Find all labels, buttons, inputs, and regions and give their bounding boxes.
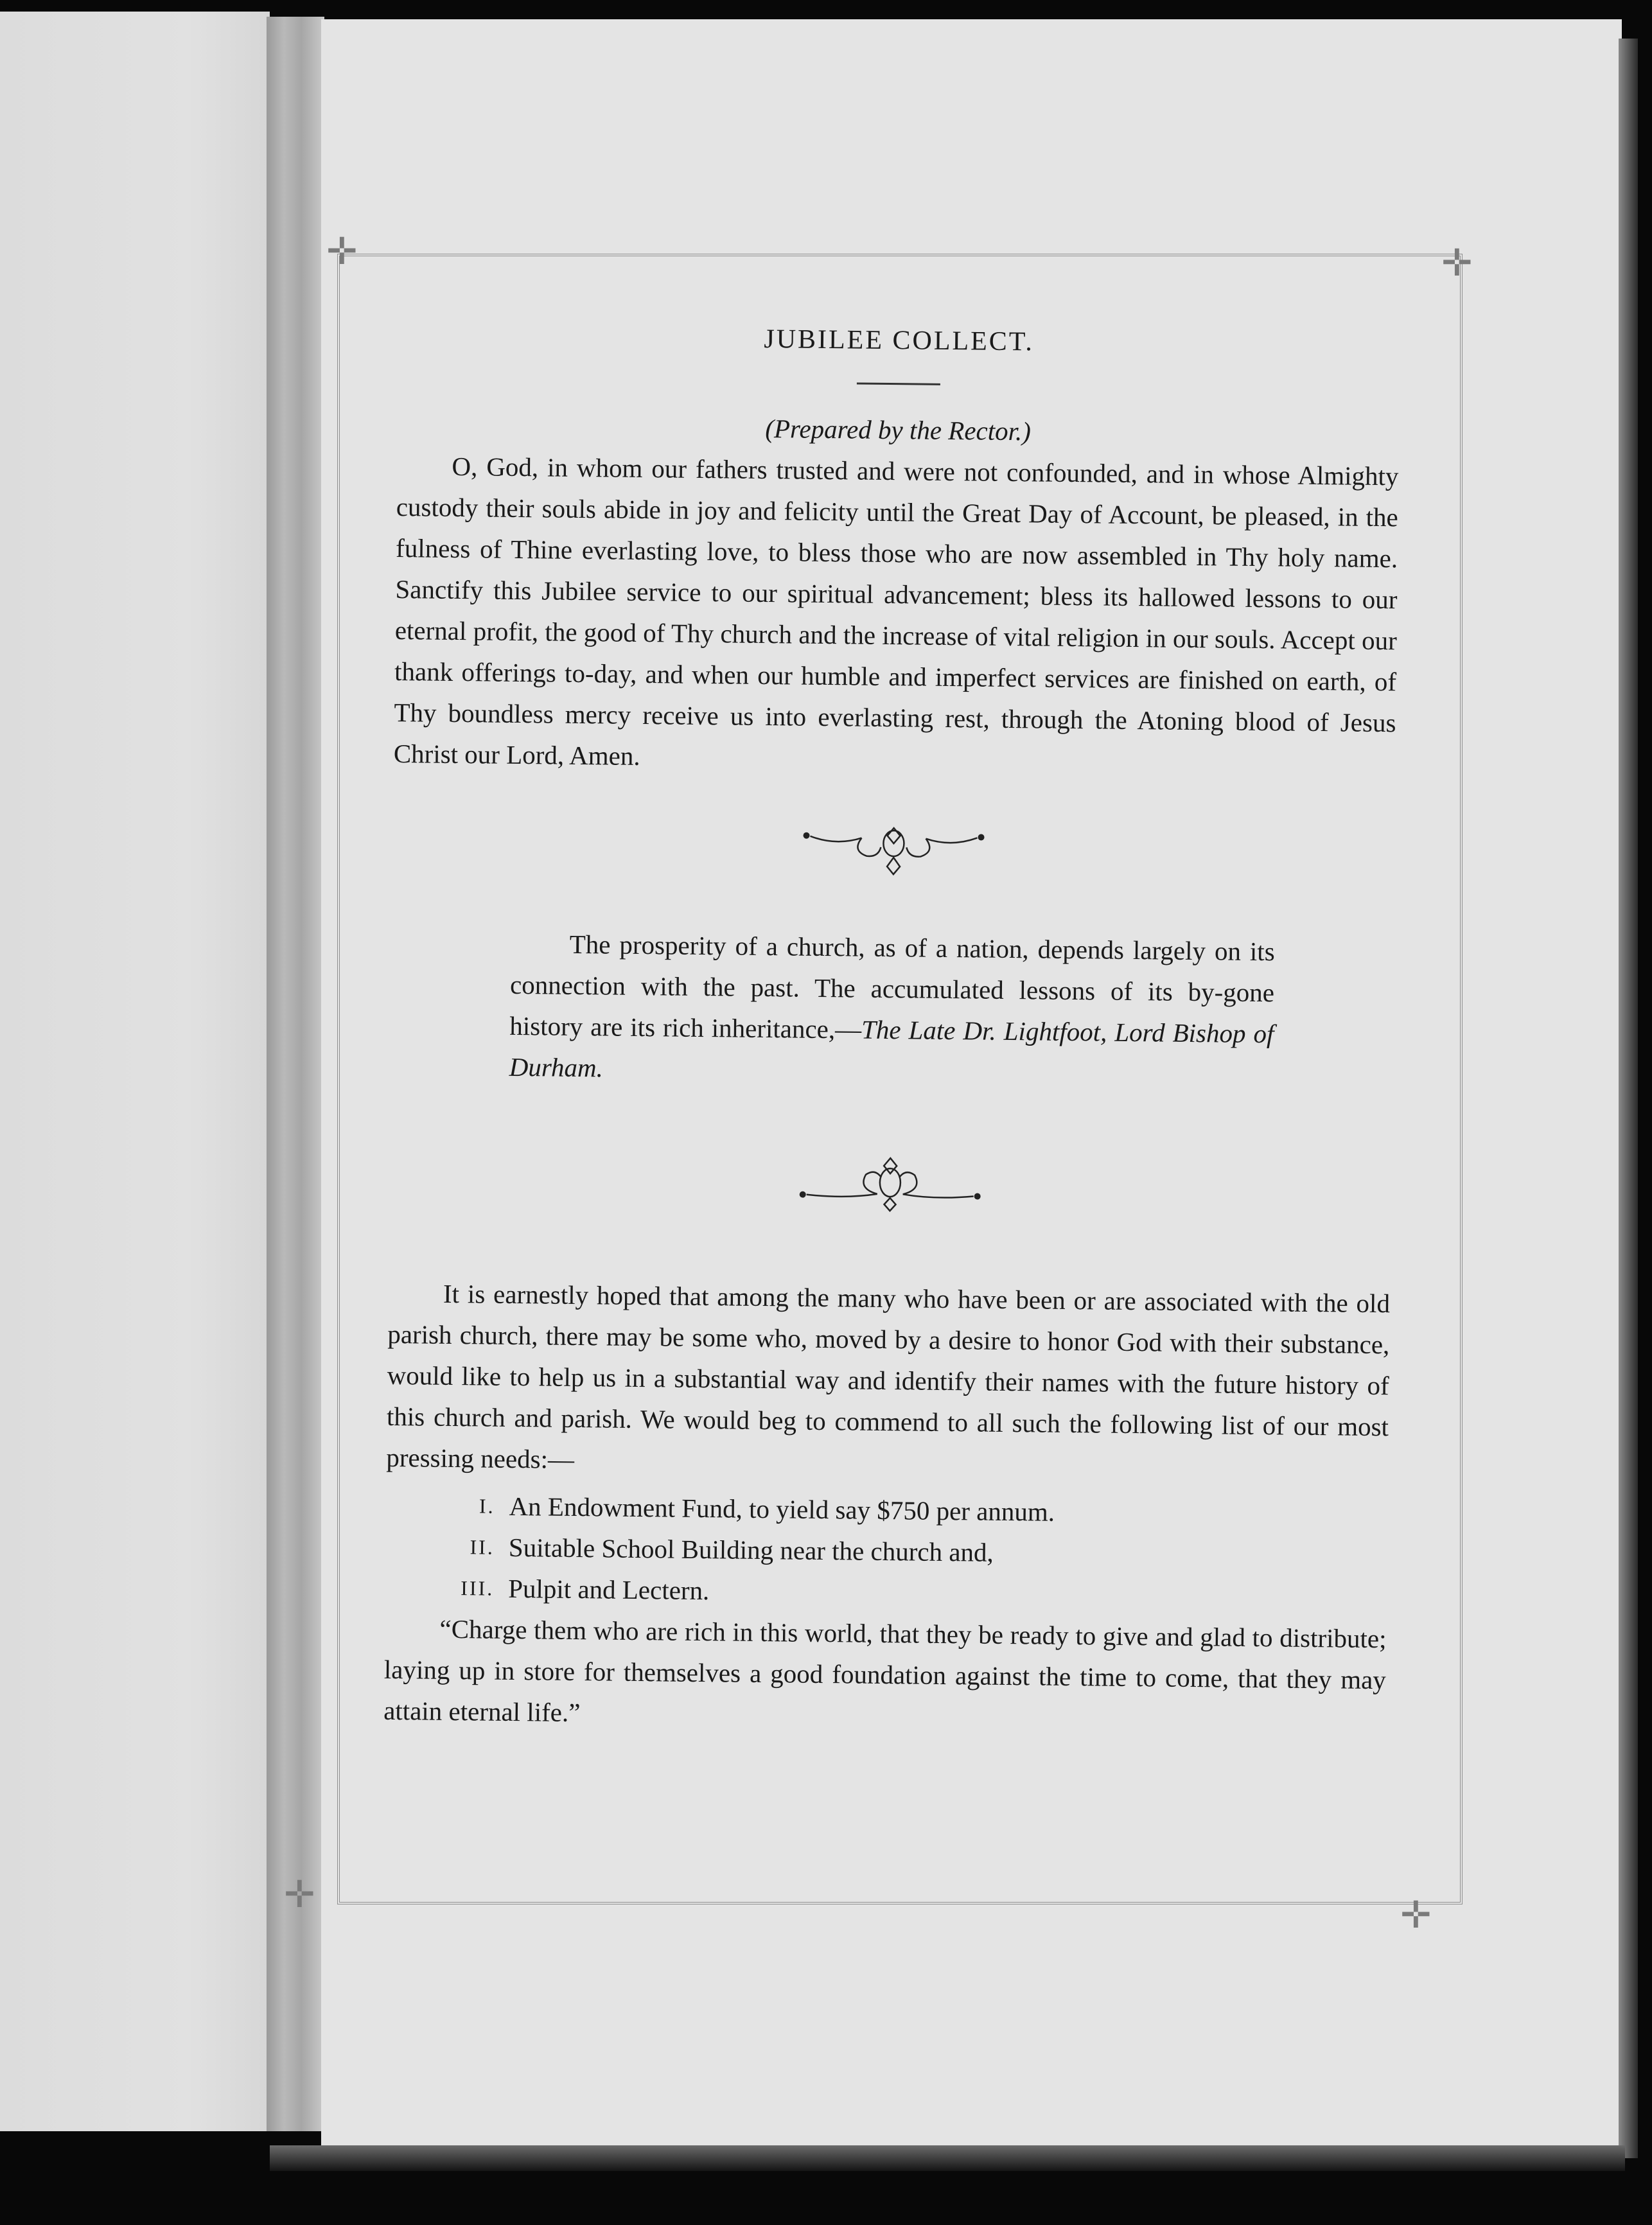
list-number: III. bbox=[461, 1576, 495, 1600]
needs-list bbox=[385, 1484, 1388, 1618]
page-bottom-shadow bbox=[270, 2145, 1625, 2171]
cross-ornament-icon: ✛ bbox=[1441, 241, 1473, 285]
cross-ornament-icon: ✛ bbox=[326, 229, 358, 273]
list-text: An Endowment Fund, to yield say $750 per annum. bbox=[509, 1491, 1055, 1527]
list-text: Suitable School Building near the church and, bbox=[508, 1532, 994, 1567]
appeal-paragraph: It is earnestly hoped that among the many who have been or are associated with the old parish church, there may be some who, moved by a desire to honor God with their substance, would like to help us in a substantial way and identify their names with the future history of this church and parish. We would beg to commend to all such the following list of our most pressing needs:— bbox=[386, 1278, 1391, 1474]
collect-paragraph: O, God, in whom our fathers trusted and were not confounded, and in whose Almighty custody their souls abide in joy and felicity until the Great Day of Account, be pleased, in the fulness of Thine everlasting love, to bless those who are now assembled in Thy holy name. Sanctify this Jubilee service to our spiritual advancement; bless its hallowed lessons to our eternal profit, the good of Thy church and the increase of vital religion in our souls. Accept our thank offerings to-day, and when our humble and imperfect services are finished on earth, of Thy boundless mercy receive us into everlasting rest, through the Atoning blood of Jesus Christ our Lord, Amen. bbox=[393, 451, 1399, 771]
cross-ornament-icon: ✛ bbox=[284, 1872, 315, 1916]
scroll-ornament-icon bbox=[797, 817, 990, 883]
list-number: I. bbox=[479, 1494, 495, 1518]
lightfoot-quotation bbox=[509, 923, 1275, 1095]
list-number: II. bbox=[470, 1535, 495, 1559]
scroll-ornament-icon bbox=[793, 1148, 987, 1215]
list-text: Pulpit and Lectern. bbox=[508, 1573, 710, 1606]
page-title: JUBILEE COLLECT. bbox=[764, 324, 1035, 357]
page-content bbox=[383, 315, 1400, 1741]
page-edge-shadow bbox=[1619, 39, 1638, 2158]
scripture-quotation: “Charge them who are rich in this world, that they be ready to give and glad to distribute; laying up in store for themselves a good foundation against the time to come, that they may attain eternal life.” bbox=[383, 1614, 1387, 1728]
quotation-attribution: The Late Dr. Lightfoot, Lord Bishop of Durham. bbox=[509, 1014, 1274, 1083]
book-gutter bbox=[267, 17, 324, 2131]
cross-ornament-icon: ✛ bbox=[1400, 1893, 1432, 1937]
left-blank-page bbox=[0, 12, 270, 2131]
title-rule bbox=[857, 382, 940, 385]
quotation-text: The prosperity of a church, as of a nation, depends largely on its connection with the past. The accumulated lessons of its by-gone history are its rich inheritance,— bbox=[509, 929, 1275, 1044]
subtitle: (Prepared by the Rector.) bbox=[765, 413, 1032, 446]
